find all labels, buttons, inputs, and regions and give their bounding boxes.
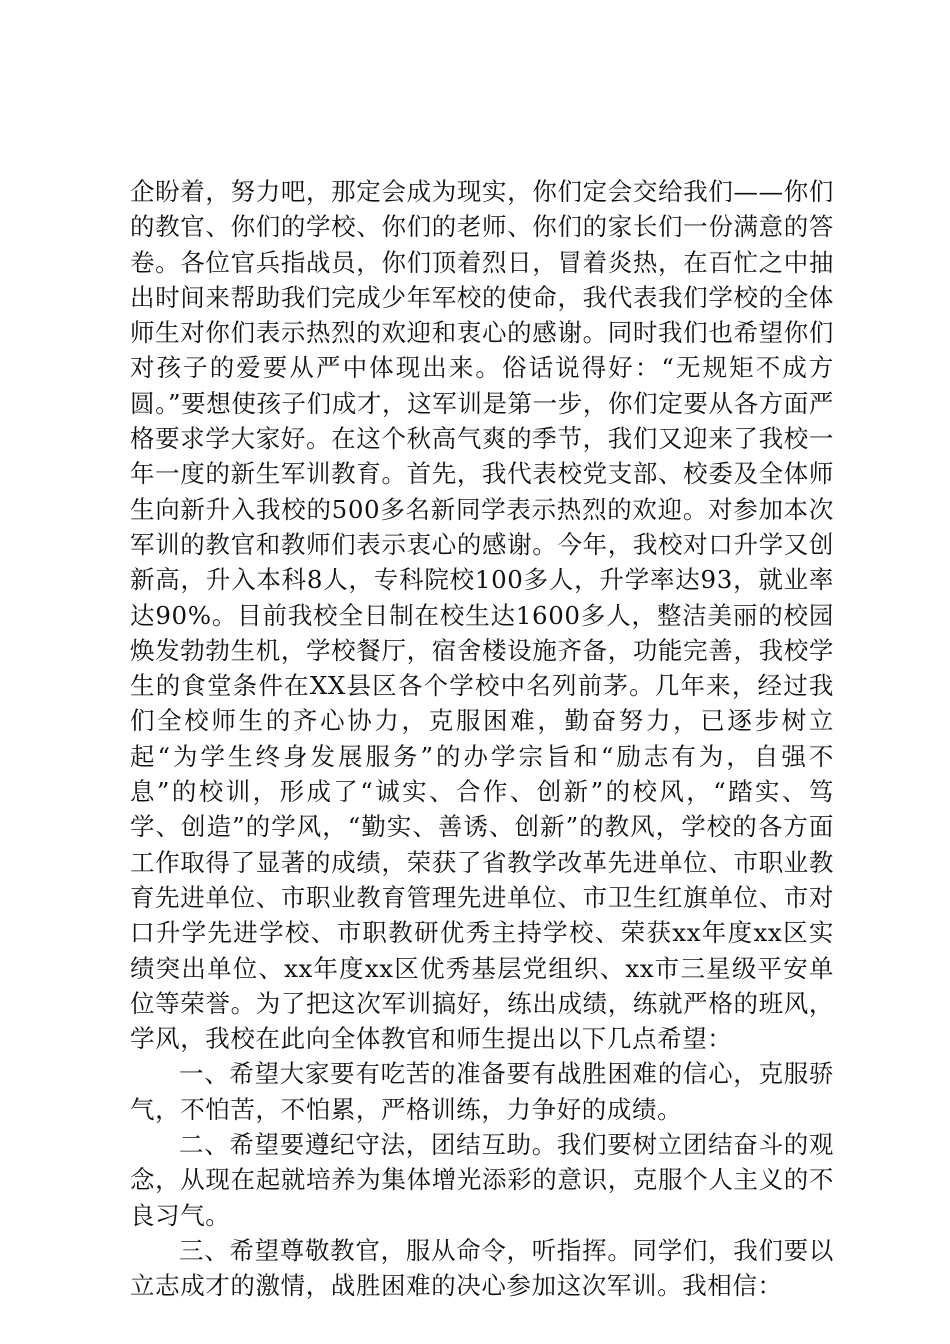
paragraph-hope-1: 一、希望大家要有吃苦的准备要有战胜困难的信心，克服骄气，不怕苦，不怕累，严格训练，力争好的成绩。 [130, 1059, 834, 1124]
paragraph-main: 企盼着，努力吧，那定会成为现实，你们定会交给我们——你们的教官、你们的学校、你们的老师、你们的家长们一份满意的答卷。各位官兵指战员，你们顶着烈日，冒着炎热，在百忙之中抽出时间来帮助我们完成少年军校的使命，我代表我们学校的全体师生对你们表示热烈的欢迎和衷心的感谢。同时我们也希望你们对孩子的爱要从严中体现出来。俗话说得好：“无规矩不成方圆。”要想使孩子们成才，这军训是第一步，你们定要从各方面严格要求学大家好。在这个秋高气爽的季节，我们又迎来了我校一年一度的新生军训教育。首先，我代表校党支部、校委及全体师生向新升入我校的500多名新同学表示热烈的欢迎。对参加本次军训的教官和教师们表示衷心的感谢。今年，我校对口升学又创新高，升入本科8人，专科院校100多人，升学率达93，就业率达90%。目前我校全日制在校生达1600多人，整洁美丽的校园焕发勃勃生机，学校餐厅，宿舍楼设施齐备，功能完善，我校学生的食堂条件在XX县区各个学校中名列前茅。几年来，经过我们全校师生的齐心协力，克服困难，勤奋努力，已逐步树立起“为学生终身发展服务”的办学宗旨和“励志有为，自强不息”的校训，形成了“诚实、合作、创新”的校风，“踏实、笃学、创造”的学风，“勤实、善诱、创新”的教风，学校的各方面工作取得了显著的成绩，荣获了省教学改革先进单位、市职业教育先进单位、市职业教育管理先进单位、市卫生红旗单位、市对口升学先进学校、市职教研优秀主持学校、荣获xx年度xx区实绩突出单位、xx年度xx区优秀基层党组织、xx市三星级平安单位等荣誉。为了把这次军训搞好，练出成绩，练就严格的班风，学风，我校在此向全体教官和师生提出以下几点希望： [130, 177, 834, 1054]
paragraph-hope-2: 二、希望要遵纪守法，团结互助。我们要树立团结奋斗的观念，从现在起就培养为集体增光添彩的意识，克服个人主义的不良习气。 [130, 1130, 834, 1230]
paragraph-hope-3: 三、希望尊敬教官，服从命令，听指挥。同学们，我们要以立志成才的激情，战胜困难的决心参加这次军训。我相信： [130, 1235, 834, 1301]
document-body [130, 174, 834, 1304]
